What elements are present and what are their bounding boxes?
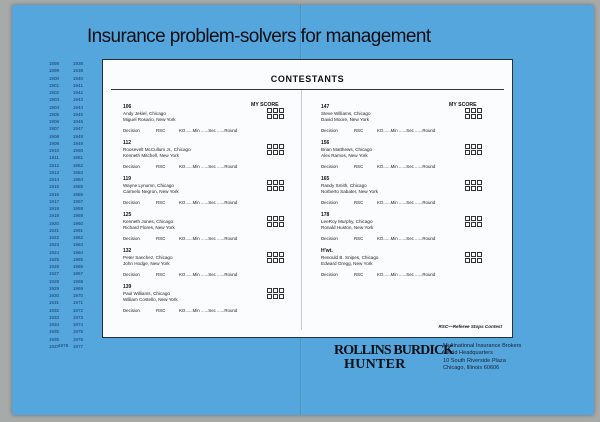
bout-entry <box>123 248 298 284</box>
score-box-row <box>267 144 289 149</box>
score-box-row <box>267 252 289 257</box>
score-box-row <box>267 150 289 155</box>
score-box[interactable] <box>279 114 284 119</box>
score-boxes <box>465 252 487 264</box>
year-label: 1904 <box>48 104 60 110</box>
bout-entry <box>123 212 298 248</box>
decision-label: Decision <box>321 272 338 277</box>
year-label: 1932 <box>48 307 60 313</box>
rsc-label: RSC <box>156 200 166 205</box>
score-box[interactable] <box>267 150 272 155</box>
score-box[interactable] <box>471 216 476 221</box>
score-box[interactable] <box>273 108 278 113</box>
score-box[interactable] <box>279 252 284 257</box>
score-box[interactable] <box>477 252 482 257</box>
fighter-new-york: Carmelo Negron, New York <box>123 189 179 194</box>
year-label: 1936 <box>48 336 60 342</box>
decision-label: Decision <box>123 164 140 169</box>
year-label: 1953 <box>72 169 84 175</box>
my-score-label-left: MY SCORE <box>251 102 279 108</box>
weight-class: 156 <box>321 140 330 146</box>
score-box[interactable] <box>465 222 470 227</box>
year-label: 1957 <box>72 198 84 204</box>
year-label: 1962 <box>72 235 84 240</box>
result-line <box>321 128 496 134</box>
fighter-new-york: John Hodge, New York <box>123 261 170 266</box>
bout-entry <box>321 212 496 248</box>
bout-entry <box>321 104 496 140</box>
result-line <box>321 200 496 206</box>
year-label: 1974 <box>72 322 84 327</box>
score-box[interactable] <box>471 114 476 119</box>
year-label: 1976 <box>72 336 84 342</box>
score-box[interactable] <box>465 252 470 257</box>
score-box[interactable] <box>267 144 272 149</box>
year-label: 1961 <box>72 227 84 233</box>
fighter-new-york: Edward Gregg, New York <box>321 261 373 266</box>
score-box[interactable] <box>279 258 284 263</box>
fighter-new-york: Kenneth Mitchell, New York <box>123 153 179 158</box>
weight-class: 139 <box>123 284 132 290</box>
ko-fields: KO......Min ......Sec ......Round <box>179 164 238 169</box>
decision-label: Decision <box>123 308 140 313</box>
year-label: 1975 <box>72 329 84 335</box>
year-label: 1943 <box>72 97 84 103</box>
year-label: 1925 <box>48 256 60 262</box>
year-label: 1968 <box>72 278 84 284</box>
year-label: 1933 <box>48 314 60 320</box>
score-box[interactable] <box>471 222 476 227</box>
score-boxes <box>267 108 289 120</box>
score-box[interactable] <box>273 258 278 263</box>
year-label: 1964 <box>72 249 84 255</box>
year-label: 1930 <box>48 293 60 298</box>
bout-entry <box>123 284 298 320</box>
score-box[interactable] <box>465 216 470 221</box>
result-line <box>123 272 298 278</box>
score-box-row <box>267 108 289 113</box>
result-line <box>123 200 298 206</box>
score-box[interactable] <box>477 222 482 227</box>
score-box-row <box>465 108 487 113</box>
rsc-label: RSC <box>354 200 364 205</box>
rsc-label: RSC <box>156 236 166 241</box>
year-label: 1970 <box>72 293 84 298</box>
year-label: 1960 <box>72 220 84 226</box>
fighter-chicago: Brian Matthews, Chicago <box>321 147 373 152</box>
score-box-row <box>465 186 487 191</box>
year-label: 1956 <box>72 191 84 197</box>
score-box[interactable] <box>471 180 476 185</box>
year-label: 1898 <box>48 61 60 66</box>
year-label: 1969 <box>72 285 84 291</box>
fighter-chicago: Randy Smith, Chicago <box>321 183 367 188</box>
score-box[interactable] <box>477 150 482 155</box>
bout-entry <box>123 104 298 140</box>
year-label: 1946 <box>72 119 84 124</box>
fighter-chicago: Roosevelt McCullum Jr., Chicago <box>123 147 191 152</box>
score-box[interactable] <box>267 252 272 257</box>
year-label: 1928 <box>48 278 60 284</box>
weight-class: 112 <box>123 140 132 146</box>
score-box-row <box>465 180 487 185</box>
year-label: 1948 <box>72 133 84 139</box>
year-label: 1977 <box>72 343 84 349</box>
years-column-left <box>46 60 62 350</box>
year-label: 1907 <box>48 126 60 132</box>
fighter-new-york: William Costello, New York <box>123 297 178 302</box>
year-label: 1929 <box>48 285 60 291</box>
year-label: 1912 <box>48 162 60 168</box>
year-label: 1926 <box>48 264 60 269</box>
address-line: 10 South Riverside Plaza <box>443 357 506 364</box>
ko-fields: KO......Min ......Sec ......Round <box>179 272 238 277</box>
year-label: 1971 <box>72 300 84 306</box>
score-box[interactable] <box>267 294 272 299</box>
year-label: 1902 <box>48 90 60 95</box>
rsc-label: RSC <box>156 272 166 277</box>
year-label: 1923 <box>48 242 60 248</box>
score-boxes <box>267 252 289 264</box>
decision-label: Decision <box>321 164 338 169</box>
score-box-row <box>267 288 289 293</box>
score-box[interactable] <box>279 288 284 293</box>
year-label: 1941 <box>72 82 84 88</box>
result-line <box>321 236 496 242</box>
year-label: 1958 <box>72 206 84 211</box>
company-logo <box>334 343 454 372</box>
decision-label: Decision <box>321 128 338 133</box>
title-divider <box>111 89 504 90</box>
year-label: 1955 <box>72 184 84 190</box>
year-extra: 1978 <box>58 343 69 348</box>
year-label: 1922 <box>48 235 60 240</box>
ko-fields: KO......Min ......Sec ......Round <box>377 128 436 133</box>
score-box[interactable] <box>471 144 476 149</box>
ko-fields: KO......Min ......Sec ......Round <box>179 200 238 205</box>
score-box[interactable] <box>477 144 482 149</box>
score-box[interactable] <box>465 108 470 113</box>
score-box[interactable] <box>465 144 470 149</box>
scorecard-sheet <box>102 59 513 338</box>
fighter-chicago: Paul Williams, Chicago <box>123 291 170 296</box>
year-label: 1938 <box>72 61 84 66</box>
year-label: 1911 <box>49 155 59 161</box>
score-box-row <box>465 222 487 227</box>
decision-label: Decision <box>123 128 140 133</box>
fighter-new-york: Norberto Sabater, New York <box>321 189 378 194</box>
rsc-label: RSC <box>156 128 166 133</box>
bout-entry <box>321 176 496 212</box>
score-box[interactable] <box>477 180 482 185</box>
year-label: 1967 <box>72 271 84 277</box>
score-box[interactable] <box>273 252 278 257</box>
score-box[interactable] <box>279 144 284 149</box>
score-boxes <box>267 288 289 300</box>
score-box[interactable] <box>273 180 278 185</box>
score-box-row <box>465 150 487 155</box>
score-box-row <box>465 216 487 221</box>
result-line <box>123 308 298 314</box>
rsc-label: RSC <box>354 164 364 169</box>
score-box[interactable] <box>267 216 272 221</box>
year-label: 1959 <box>72 213 84 219</box>
fighter-chicago: Peter Sanchez, Chicago <box>123 255 173 260</box>
rsc-label: RSC <box>156 164 166 169</box>
fighter-new-york: Ronald Huston, New York <box>321 225 374 230</box>
score-box[interactable] <box>477 186 482 191</box>
score-box[interactable] <box>471 258 476 263</box>
year-label: 1906 <box>48 119 60 124</box>
score-box[interactable] <box>465 114 470 119</box>
score-box[interactable] <box>471 252 476 257</box>
ko-fields: KO......Min ......Sec ......Round <box>377 272 436 277</box>
year-label: 1939 <box>72 68 84 74</box>
year-label: 1921 <box>48 227 60 233</box>
year-label: 1917 <box>48 198 60 204</box>
year-label: 1966 <box>72 264 84 269</box>
year-label: 1942 <box>72 90 84 95</box>
result-line <box>123 164 298 170</box>
rsc-legend: RSC—Referee Stops Contest <box>438 324 502 329</box>
fighter-new-york: David Moore, New York <box>321 117 370 122</box>
year-label: 1945 <box>72 111 84 117</box>
ko-fields: KO......Min ......Sec ......Round <box>179 236 238 241</box>
year-label: 1954 <box>72 177 84 182</box>
fighter-chicago: Renould B. Snipes, Chicago <box>321 255 379 260</box>
year-label: 1920 <box>48 220 60 226</box>
fighter-new-york: Alex Ramos, New York <box>321 153 368 158</box>
score-box[interactable] <box>273 288 278 293</box>
year-label: 1931 <box>48 300 60 306</box>
fighter-chicago: Andy Jekiel, Chicago <box>123 111 166 116</box>
year-label: 1910 <box>48 148 60 153</box>
fighter-new-york: Richard Flores, New York <box>123 225 175 230</box>
weight-class: 125 <box>123 212 132 218</box>
score-box[interactable] <box>267 108 272 113</box>
year-label: 1963 <box>72 242 84 248</box>
year-label: 1944 <box>72 104 84 110</box>
ko-fields: KO......Min ......Sec ......Round <box>377 236 436 241</box>
weight-class: H'wt. <box>321 248 333 254</box>
score-box[interactable] <box>477 114 482 119</box>
rsc-label: RSC <box>156 308 166 313</box>
year-label: 1915 <box>48 184 60 190</box>
rsc-label: RSC <box>354 272 364 277</box>
ko-fields: KO......Min ......Sec ......Round <box>377 200 436 205</box>
score-box[interactable] <box>273 150 278 155</box>
year-label: 1950 <box>72 148 84 153</box>
year-label: 1919 <box>48 213 60 219</box>
decision-label: Decision <box>123 200 140 205</box>
score-box[interactable] <box>477 258 482 263</box>
score-box[interactable] <box>267 288 272 293</box>
logo-line2: HUNTER <box>344 357 406 372</box>
score-boxes <box>267 144 289 156</box>
score-boxes <box>465 216 487 228</box>
year-label: 1905 <box>48 111 60 117</box>
score-boxes <box>267 216 289 228</box>
weight-class: 147 <box>321 104 330 110</box>
fighter-chicago: LeeRoy Murphy, Chicago <box>321 219 373 224</box>
score-box-row <box>465 144 487 149</box>
year-label: 1927 <box>48 271 60 277</box>
score-box[interactable] <box>267 114 272 119</box>
score-box-row <box>267 186 289 191</box>
year-label: 1908 <box>48 133 60 139</box>
bout-entry <box>321 140 496 176</box>
score-boxes <box>465 144 487 156</box>
year-label: 1972 <box>72 307 84 313</box>
score-box[interactable] <box>279 180 284 185</box>
weight-class: 119 <box>123 176 132 182</box>
year-label: 1909 <box>48 140 60 146</box>
score-box-row <box>267 180 289 185</box>
result-line <box>321 164 496 170</box>
ko-fields: KO......Min ......Sec ......Round <box>179 308 238 313</box>
result-line <box>321 272 496 278</box>
score-box[interactable] <box>279 108 284 113</box>
weight-class: 165 <box>321 176 330 182</box>
score-box[interactable] <box>273 222 278 227</box>
address-line: World Headquarters <box>443 350 493 357</box>
year-label: 1903 <box>48 97 60 103</box>
year-label: 1901 <box>48 82 60 88</box>
address-line: Multinational Insurance Brokers <box>443 343 522 349</box>
score-box-row <box>465 252 487 257</box>
score-box[interactable] <box>267 180 272 185</box>
score-box[interactable] <box>273 186 278 191</box>
year-label: 1952 <box>72 162 84 168</box>
ko-fields: KO......Min ......Sec ......Round <box>179 128 238 133</box>
year-label: 1937 <box>48 343 60 349</box>
decision-label: Decision <box>321 200 338 205</box>
score-box[interactable] <box>273 294 278 299</box>
year-label: 1935 <box>48 329 60 335</box>
year-label: 1913 <box>48 169 60 175</box>
years-column-right <box>70 60 86 350</box>
score-box-row <box>465 258 487 263</box>
score-box[interactable] <box>471 108 476 113</box>
score-box[interactable] <box>465 186 470 191</box>
year-label: 1900 <box>48 75 60 81</box>
result-line <box>123 128 298 134</box>
logo-line1: ROLLINS BURDICK <box>334 343 454 358</box>
score-box[interactable] <box>279 222 284 227</box>
score-box[interactable] <box>465 258 470 263</box>
score-box[interactable] <box>279 294 284 299</box>
score-box-row <box>267 222 289 227</box>
weight-class: 106 <box>123 104 132 110</box>
score-boxes <box>267 180 289 192</box>
score-box[interactable] <box>477 216 482 221</box>
year-label: 1899 <box>48 68 60 74</box>
year-label: 1934 <box>48 322 60 327</box>
weight-class: 178 <box>321 212 330 218</box>
headline: Insurance problem-solvers for management <box>87 26 431 47</box>
year-label: 1916 <box>48 191 60 197</box>
year-label: 1940 <box>72 75 84 81</box>
rsc-label: RSC <box>354 236 364 241</box>
year-label: 1918 <box>48 206 60 211</box>
rsc-label: RSC <box>354 128 364 133</box>
score-box[interactable] <box>273 216 278 221</box>
score-box-row <box>267 258 289 263</box>
bout-entry <box>123 140 298 176</box>
year-label: 1965 <box>72 256 84 262</box>
year-label: 1951 <box>72 155 84 161</box>
decision-label: Decision <box>123 236 140 241</box>
score-boxes <box>465 108 487 120</box>
fighter-chicago: Wayne Lynumn, Chicago <box>123 183 174 188</box>
score-boxes <box>465 180 487 192</box>
result-line <box>123 236 298 242</box>
year-label: 1924 <box>48 249 60 255</box>
scorecard-title: CONTESTANTS <box>270 74 345 84</box>
score-box-row <box>267 114 289 119</box>
score-box[interactable] <box>477 108 482 113</box>
fighter-chicago: Kenneth Jones, Chicago <box>123 219 174 224</box>
decision-label: Decision <box>123 272 140 277</box>
score-box[interactable] <box>471 150 476 155</box>
score-box[interactable] <box>273 114 278 119</box>
year-label: 1949 <box>72 140 84 146</box>
year-label: 1914 <box>48 177 60 182</box>
fighter-new-york: Miguel Rosario, New York <box>123 117 176 122</box>
bout-entry <box>123 176 298 212</box>
score-box[interactable] <box>279 216 284 221</box>
company-address <box>443 343 521 373</box>
score-box[interactable] <box>273 144 278 149</box>
my-score-label-right: MY SCORE <box>449 102 477 108</box>
score-box[interactable] <box>465 180 470 185</box>
score-box[interactable] <box>279 186 284 191</box>
score-box-row <box>267 294 289 299</box>
year-label: 1973 <box>72 314 84 320</box>
score-box-row <box>267 216 289 221</box>
address-line: Chicago, Illinois 60606 <box>443 365 500 372</box>
score-box[interactable] <box>465 150 470 155</box>
score-box-row <box>465 114 487 119</box>
score-box[interactable] <box>267 222 272 227</box>
sheet-fold <box>301 90 302 330</box>
decision-label: Decision <box>321 236 338 241</box>
year-label: 1947 <box>72 126 84 132</box>
bout-entry <box>321 248 496 284</box>
score-box[interactable] <box>279 150 284 155</box>
score-box[interactable] <box>471 186 476 191</box>
weight-class: 132 <box>123 248 132 254</box>
fighter-chicago: Steve Williams, Chicago <box>321 111 371 116</box>
score-box[interactable] <box>267 186 272 191</box>
ko-fields: KO......Min ......Sec ......Round <box>377 164 436 169</box>
score-box[interactable] <box>267 258 272 263</box>
